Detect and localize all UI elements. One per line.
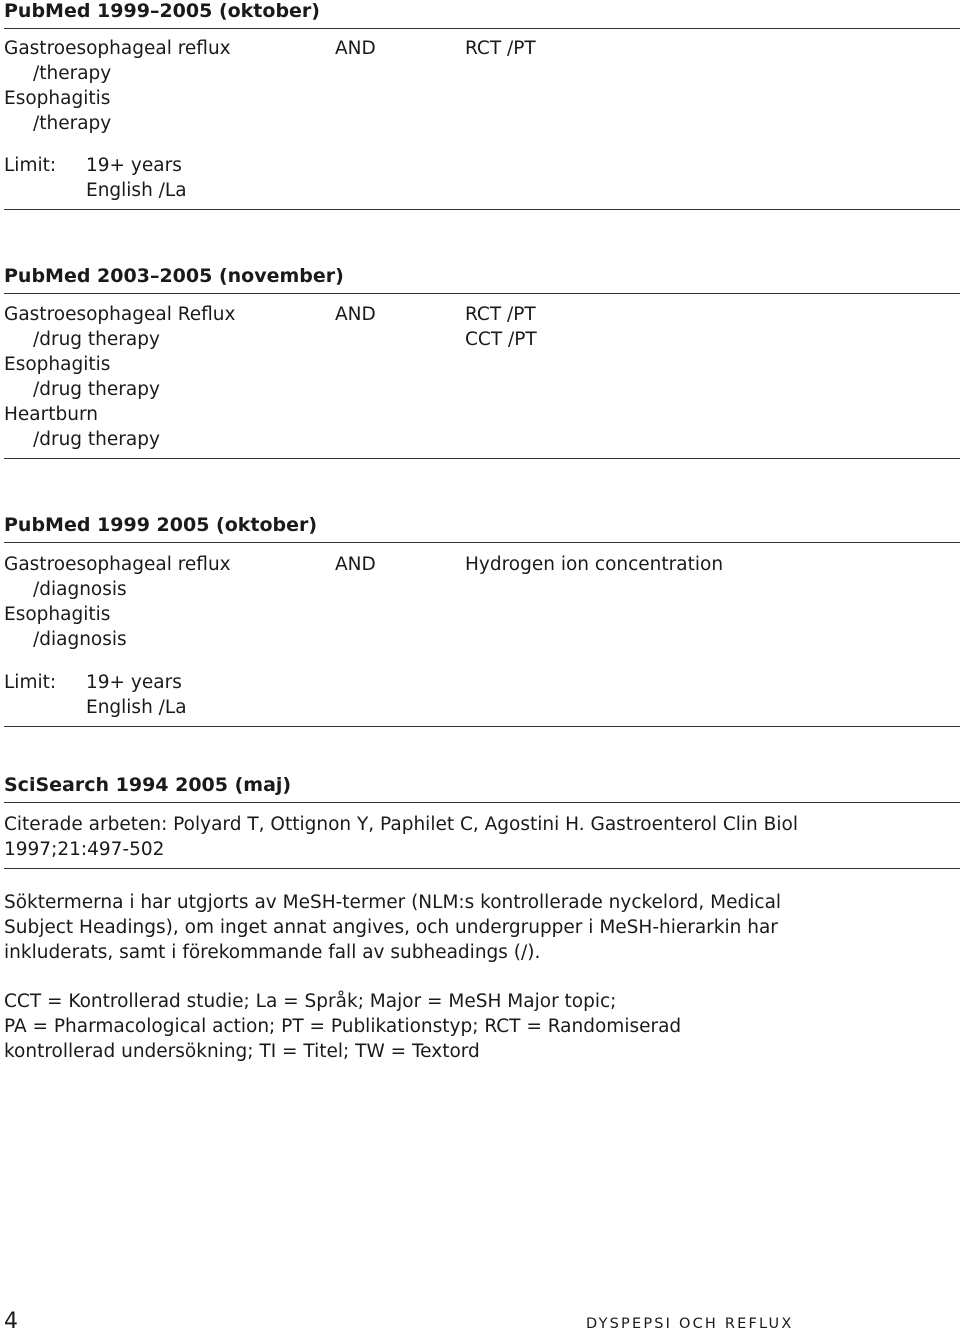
search-term: Esophagitis	[4, 88, 111, 109]
search-term: Gastroesophageal Reflux	[4, 304, 236, 325]
subheading: /drug therapy	[33, 429, 160, 450]
page-number: 4	[4, 1309, 18, 1334]
boolean-operator: AND	[335, 38, 376, 59]
filter-term: Hydrogen ion concentration	[465, 554, 724, 575]
search-term: Gastroesophageal reflux	[4, 554, 231, 575]
limit-value: English /La	[86, 697, 187, 718]
divider	[4, 28, 960, 29]
limit-value: 19+ years	[86, 672, 182, 693]
section-title: SciSearch 1994 2005 (maj)	[4, 774, 292, 796]
filter-term: RCT /PT	[465, 38, 536, 59]
filter-term: RCT /PT	[465, 304, 536, 325]
boolean-operator: AND	[335, 304, 376, 325]
note-line: Subject Headings), om inget annat angives, och undergrupper i MeSH-hierarkin har	[4, 917, 778, 938]
search-term: Esophagitis	[4, 604, 111, 625]
section-title: PubMed 1999–2005 (oktober)	[4, 0, 320, 22]
citation-line: 1997;21:497-502	[4, 839, 165, 860]
filter-term: CCT /PT	[465, 329, 537, 350]
search-term: Esophagitis	[4, 354, 111, 375]
limit-value: English /La	[86, 180, 187, 201]
divider	[4, 458, 960, 459]
divider	[4, 802, 960, 803]
search-term: Gastroesophageal reflux	[4, 38, 231, 59]
limit-label: Limit:	[4, 155, 57, 176]
limit-label: Limit:	[4, 672, 57, 693]
note-abbreviations	[4, 989, 956, 1064]
divider	[4, 726, 960, 727]
note-line: Söktermerna i har utgjorts av MeSH-termer (NLM:s kontrollerade nyckelord, Medical	[4, 892, 782, 913]
note-line: CCT = Kontrollerad studie; La = Språk; Major = MeSH Major topic;	[4, 991, 617, 1012]
divider	[4, 542, 960, 543]
subheading: /drug therapy	[33, 329, 160, 350]
subheading: /diagnosis	[33, 629, 127, 650]
section-title: PubMed 1999 2005 (oktober)	[4, 514, 318, 536]
limit-value: 19+ years	[86, 155, 182, 176]
subheading: /diagnosis	[33, 579, 127, 600]
subheading: /therapy	[33, 63, 112, 84]
section-title: PubMed 2003–2005 (november)	[4, 265, 344, 287]
subheading: /drug therapy	[33, 379, 160, 400]
divider	[4, 209, 960, 210]
note-line: PA = Pharmacological action; PT = Publikationstyp; RCT = Randomiserad	[4, 1016, 682, 1037]
boolean-operator: AND	[335, 554, 376, 575]
subheading: /therapy	[33, 113, 112, 134]
citation-line: Citerade arbeten: Polyard T, Ottignon Y, Paphilet C, Agostini H. Gastroenterol Clin Biol	[4, 814, 798, 835]
running-title: DYSPEPSI OCH REFLUX	[586, 1316, 794, 1332]
note-line: inkluderats, samt i förekommande fall av subheadings (/).	[4, 942, 541, 963]
note-line: kontrollerad undersökning; TI = Titel; TW = Textord	[4, 1041, 480, 1062]
search-term: Heartburn	[4, 404, 98, 425]
note-mesh	[4, 890, 956, 965]
divider	[4, 293, 960, 294]
divider	[4, 868, 960, 869]
